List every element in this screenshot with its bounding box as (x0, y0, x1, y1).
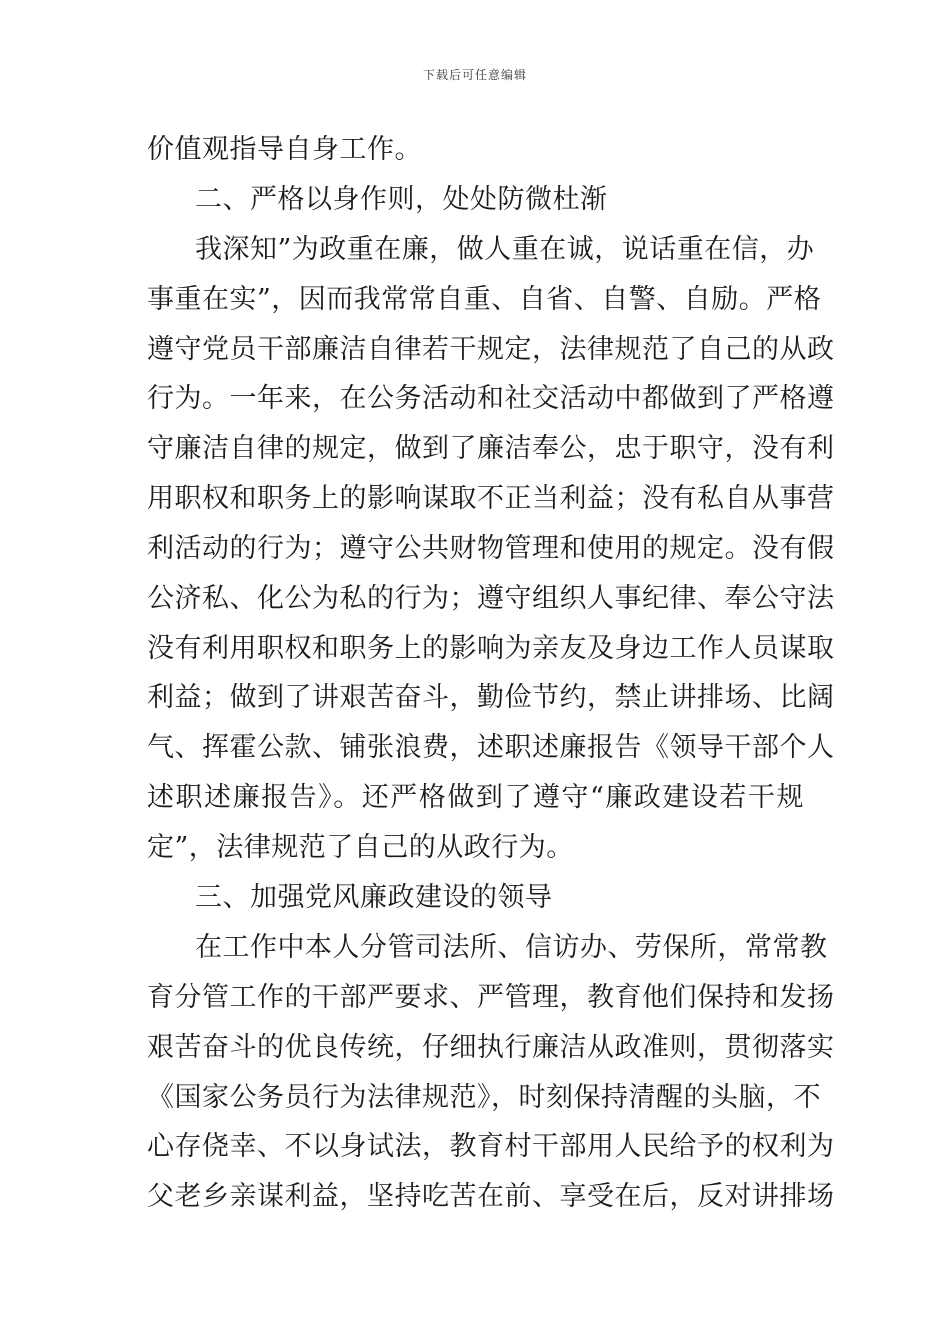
body-line: 价值观指导自身工作。 (147, 134, 422, 165)
body-line: 在工作中本人分管司法所、信访办、劳保所，常常教 (195, 932, 828, 963)
body-line: 公济私、化公为私的行为；遵守组织人事纪律、奉公守法 (147, 583, 835, 614)
body-line: 述职述廉报告》。还严格做到了遵守“廉政建设若干规 (147, 782, 804, 813)
body-line: 利益；做到了讲艰苦奋斗，勤俭节约，禁止讲排场、比阔 (147, 682, 835, 713)
page-header-note: 下载后可任意编辑 (422, 68, 527, 82)
body-line: 我深知”为政重在廉，做人重在诚，说话重在信，办 (195, 234, 815, 265)
body-line: 定”，法律规范了自己的从政行为。 (147, 832, 574, 863)
body-line: 用职权和职务上的影响谋取不正当利益；没有私自从事营 (147, 483, 835, 514)
body-line: 守廉洁自律的规定，做到了廉洁奉公，忠于职守，没有利 (147, 433, 835, 464)
body-line: 利活动的行为；遵守公共财物管理和使用的规定。没有假 (147, 533, 835, 564)
body-line: 遵守党员干部廉洁自律若干规定，法律规范了自己的从政 (147, 334, 835, 365)
body-line: 没有利用职权和职务上的影响为亲友及身边工作人员谋取 (147, 633, 835, 664)
body-line: 行为。一年来，在公务活动和社交活动中都做到了严格遵 (147, 383, 835, 414)
section-heading: 三、加强党风廉政建设的领导 (195, 882, 553, 913)
body-line: 父老乡亲谋利益，坚持吃苦在前、享受在后，反对讲排场 (147, 1181, 835, 1212)
body-line: 气、挥霍公款、铺张浪费，述职述廉报告《领导干部个人 (147, 732, 835, 763)
body-line: 艰苦奋斗的优良传统，仔细执行廉洁从政准则，贯彻落实 (147, 1032, 835, 1063)
body-line: 事重在实”，因而我常常自重、自省、自警、自励。严格 (147, 284, 822, 315)
section-heading: 二、严格以身作则，处处防微杜渐 (195, 184, 608, 215)
body-line: 心存侥幸、不以身试法，教育村干部用人民给予的权利为 (147, 1131, 835, 1162)
body-line: 育分管工作的干部严要求、严管理，教育他们保持和发扬 (147, 982, 835, 1013)
body-line: 《国家公务员行为法律规范》，时刻保持清醒的头脑，不 (147, 1082, 821, 1113)
